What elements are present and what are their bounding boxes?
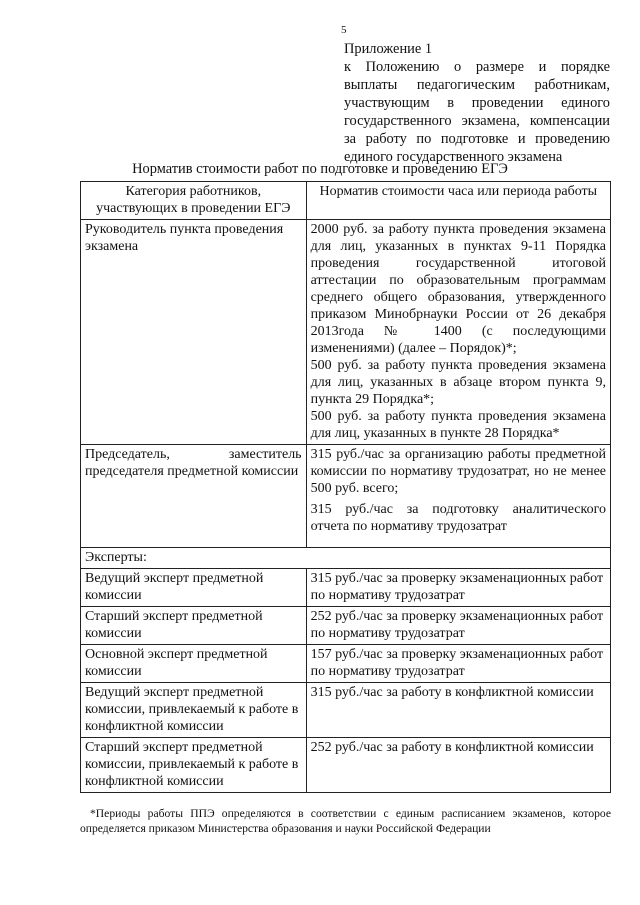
rate-cell: [306, 445, 610, 548]
table-row: [81, 569, 611, 607]
category-cell: Руководитель пункта проведения экзамена: [81, 220, 307, 445]
header-rate: Норматив стоимости часа или периода работы: [306, 182, 610, 220]
appendix-label: Приложение 1: [344, 41, 433, 57]
footnote: *Периоды работы ППЭ определяются в соответствии с единым расписанием экзаменов, которое определяется приказом Министерства образования и науки Российской Федерации: [80, 807, 611, 835]
category-cell: Старший эксперт предметной комиссии: [81, 607, 307, 645]
rate-text: 315 руб./час за организацию работы предметной комиссии по нормативу трудозатрат, но не менее 500 руб. всего;: [310, 447, 606, 496]
rate-text: 500 руб. за работу пункта проведения экзамена для лиц, указанных в абзаце втором пункта 9, пункта 29 Порядка*;: [310, 358, 606, 407]
rate-cell: 157 руб./час за проверку экзаменационных работ по нормативу трудозатрат: [306, 645, 610, 683]
appendix-block: [344, 40, 610, 166]
table-row: [81, 645, 611, 683]
rate-cell: 315 руб./час за работу в конфликтной комиссии: [306, 683, 610, 738]
rate-text: 315 руб./час за подготовку аналитического отчета по нормативу трудозатрат: [310, 502, 606, 534]
category-cell: Ведущий эксперт предметной комиссии, привлекаемый к работе в конфликтной комиссии: [81, 683, 307, 738]
rate-cell: 315 руб./час за проверку экзаменационных работ по нормативу трудозатрат: [306, 569, 610, 607]
rate-cell: 252 руб./час за проверку экзаменационных работ по нормативу трудозатрат: [306, 607, 610, 645]
category-cell: Основной эксперт предметной комиссии: [81, 645, 307, 683]
category-cell: Ведущий эксперт предметной комиссии: [81, 569, 307, 607]
experts-label: Эксперты:: [81, 548, 611, 569]
table-row: [81, 445, 611, 548]
category-cell: Старший эксперт предметной комиссии, привлекаемый к работе в конфликтной комиссии: [81, 738, 307, 793]
rate-text: 2000 руб. за работу пункта проведения экзамена для лиц, указанных в пунктах 9-11 Порядка проведения государственной итоговой аттестации по образовательным программам среднего общего образования, утвержденного приказом Минобрнауки России от 26 декабря 2013года № 1400 (с последующими изменениями) (далее – Порядок)*;: [310, 222, 606, 356]
table-row: [81, 607, 611, 645]
page-number: 5: [341, 24, 347, 36]
table-row: [81, 683, 611, 738]
table-row: [81, 220, 611, 445]
table-header-row: [81, 182, 611, 220]
document-title: Норматив стоимости работ по подготовке и проведению ЕГЭ: [132, 161, 508, 177]
rate-cell: [306, 220, 610, 445]
table-row: [81, 738, 611, 793]
rate-cell: 252 руб./час за работу в конфликтной комиссии: [306, 738, 610, 793]
rate-text: 500 руб. за работу пункта проведения экзамена для лиц, указанных в пункте 28 Порядка*: [310, 409, 606, 441]
table-row: [81, 548, 611, 569]
rates-table: [80, 181, 611, 793]
header-category: Категория работников, участвующих в проведении ЕГЭ: [81, 182, 307, 220]
category-cell: Председатель, заместитель председателя предметной комиссии: [81, 445, 307, 548]
appendix-text: к Положению о размере и порядке выплаты педагогическим работникам, участвующим в проведении единого государственного экзамена, компенсации за работу по подготовке и проведению единого государственного экзамена: [344, 59, 610, 165]
